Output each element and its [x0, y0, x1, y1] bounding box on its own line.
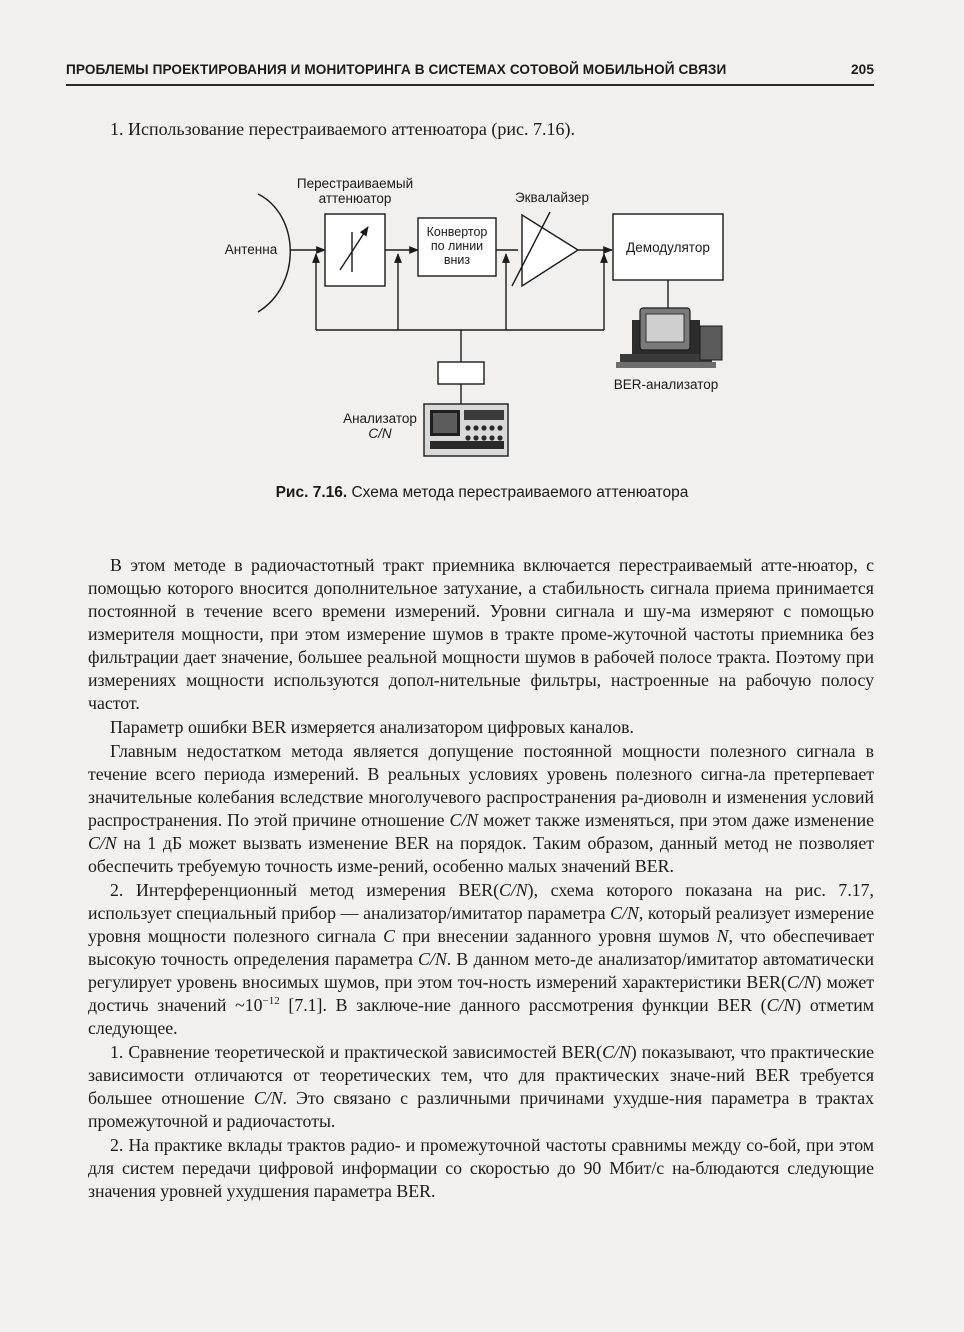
figure-caption-text: Схема метода перестраиваемого аттенюатора — [347, 484, 689, 501]
attenuator-box — [325, 214, 385, 286]
figure-caption-label: Рис. 7.16. — [275, 484, 348, 501]
cn-analyzer-label-2: C/N — [368, 426, 392, 441]
ber-analyzer-computer-icon — [616, 308, 722, 368]
figure-7-16-diagram — [0, 0, 964, 480]
coupler-box — [438, 362, 484, 384]
figure-caption — [0, 484, 964, 502]
cn-analyzer-label-1: Анализатор — [343, 411, 417, 426]
attenuator-label-1: Перестраиваемый — [296, 176, 414, 191]
demodulator-label: Демодулятор — [626, 240, 710, 255]
paragraph-2: Параметр ошибки BER измеряется анализатором цифровых каналов. — [110, 717, 634, 737]
equalizer-label: Эквалайзер — [514, 190, 590, 205]
antenna-label: Антенна — [224, 242, 278, 257]
paragraph-6: 2. На практике вклады трактов радио- и промежуточной частоты сравнимы между со-бой, при этом для систем передачи цифровой информации со скоростью до 90 Мбит/с на-блюдаются следующие значения уровней ухудшения параметра BER. — [88, 1135, 874, 1201]
paragraph-4: 2. Интерференционный метод измерения BER(C/N), схема которого показана на рис. 7.17, использует специальный прибор — анализатор/имитатор параметра C/N, который реализует измерение уровня мощности полезного сигнала C при внесении заданного уровня шумов N, что обеспечивает высокую точность определения параметра C/N. В данном мето-де анализатор/имитатор автоматически регулирует уровень вносимых шумов, при этом точ-ность измерений характеристики BER(C/N) может достичь значений $\sim 10^{-12}$ [7.1]. В заключе-ние данного рассмотрения функции BER (C/N) отметим следующее. — [88, 880, 875, 1038]
ber-analyzer-label: BER-анализатор — [613, 377, 719, 392]
converter-label-1: Конвертор — [426, 225, 488, 239]
attenuator-label-2: аттенюатор — [318, 191, 392, 206]
cn-analyzer-instrument-icon — [424, 404, 508, 456]
converter-label-2: по линии — [430, 239, 484, 253]
body-text — [88, 554, 874, 1203]
running-head-title: ПРОБЛЕМЫ ПРОЕКТИРОВАНИЯ И МОНИТОРИНГА В СИСТЕМАХ СОТОВОЙ МОБИЛЬНОЙ СВЯЗИ — [66, 62, 727, 77]
paragraph-1: В этом методе в радиочастотный тракт приемника включается перестраиваемый атте-нюатор, с помощью которого вносится дополнительное затухание, а стабильность сигнала приема принимается постоянной в течение всего времени измерений. Уровни сигнала и шу-ма измеряют с помощью измерителя мощности, при этом измерение шумов в тракте проме-жуточной частоты приемника без фильтрации дает значение, большее реальной мощности шумов в рабочей полосе тракта. Поэтому при измерениях мощности используются допол-нительные фильтры, настроенные на рабочую полосу частот. — [88, 555, 874, 713]
paragraph-5: 1. Сравнение теоретической и практической зависимостей BER(C/N) показывают, что практические зависимости отличаются от теоретических тем, что для практических значе-ний BER требуется большее отношение C/N. Это связано с различными причинами ухудше-ния параметра в трактах промежуточной и радиочастоты. — [88, 1042, 874, 1131]
intro-line: 1. Использование перестраиваемого аттенюатора (рис. 7.16). — [110, 119, 575, 139]
paragraph-3: Главным недостатком метода является допущение постоянной мощности полезного сигнала в течение всего периода измерений. В реальных условиях уровень полезного сигна-ла претерпевает значительные колебания вследствие многолучевого распространения ра-диоволн и изменения условий распространения. По этой причине отношение C/N может также изменяться, при этом даже изменение C/N на 1 дБ может вызвать изменение BER на порядок. Таким образом, данный метод не позволяет обеспечить требуемую точность изме-рений, особенно малых значений BER. — [88, 741, 874, 876]
page-number: 205 — [851, 62, 874, 77]
converter-label-3: вниз — [443, 253, 471, 267]
